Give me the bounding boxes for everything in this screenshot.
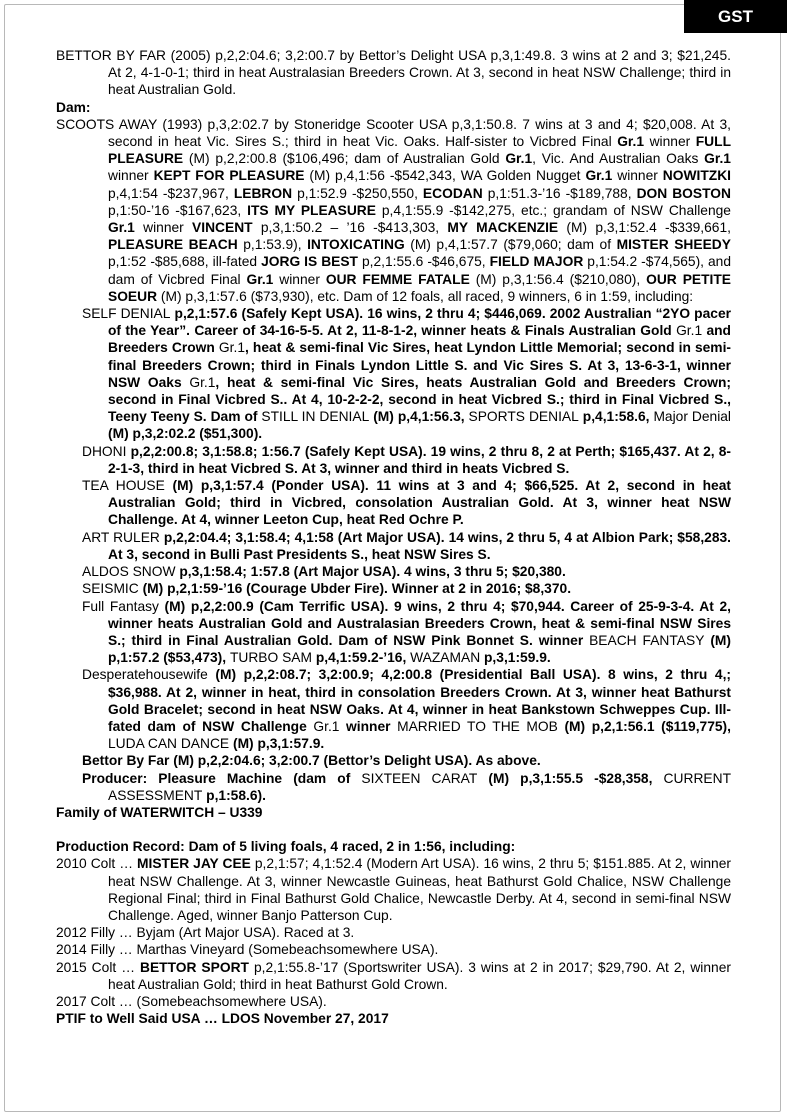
bold-text: Producer: Pleasure Machine (dam of	[82, 770, 362, 786]
text-run: Full Fantasy	[82, 598, 159, 614]
text-run: Desperatehousewife	[82, 667, 208, 683]
bold-text: PLEASURE BEACH	[108, 237, 238, 253]
text-run: Gr.1	[189, 374, 216, 390]
bold-text: JORG IS BEST	[261, 254, 358, 270]
bold-text: p,4,1:58.6,	[578, 409, 654, 425]
foal-entry	[56, 752, 731, 769]
bold-text: ECODAN	[422, 185, 483, 201]
bold-text: (M) p,2,1:59-’16 (Courage Ubder Fire). Winner at 2 in 2016; $8,370.	[138, 581, 572, 597]
text-run: BEACH FANTASY	[589, 632, 705, 648]
text-run: p,1:52 -$85,688, ill-fated	[108, 254, 262, 270]
text-run: SIXTEEN CARAT	[361, 770, 478, 786]
text-run: 2014 Filly … Marthas Vineyard (Somebeachsomewhere USA).	[56, 942, 439, 958]
sire-entry: BETTOR BY FAR (2005) p,2,2:04.6; 3,2:00.7 by Bettor’s Delight USA p,3,1:49.8. 3 wins at 2 and 3; $21,245. At 2, 4-1-0-1; third in heat Australasian Breeders Crown. At 3, second in heat NSW Challenge; third in heat Australian Gold.	[56, 48, 731, 98]
text-run: p,2,1:55.6 -$46,675,	[358, 254, 490, 270]
text-run: (M) p,3,1:52.4 -$339,661,	[558, 220, 731, 236]
bold-text: p,3,1:59.9.	[480, 650, 551, 666]
bold-text: Gr.1	[108, 220, 135, 236]
bold-text: (M) p,3,1:55.5 -$28,358,	[477, 770, 664, 786]
bold-text: (M) p,4,1:56.3,	[369, 409, 469, 425]
family-line: Family of WATERWITCH – U339	[56, 804, 263, 820]
bold-text: MISTER JAY CEE	[137, 856, 251, 872]
bold-text: OUR FEMME FATALE	[325, 271, 470, 287]
text-run: (M) p,2,2:00.8 ($106,496; dam of Australian Gold	[183, 151, 506, 167]
bold-text: OUR PETITE SOEUR	[108, 271, 731, 304]
text-run: p,1:54.2 -$74,565), and dam of Vicbred Final	[108, 254, 732, 287]
bold-text: KEPT FOR PLEASURE	[153, 168, 305, 184]
text-run: 2012 Filly … Byjam (Art Major USA). Raced at 3.	[56, 925, 355, 941]
bold-text: p,2,2:00.8; 3,1:58.8; 1:56.7 (Safely Kept USA). 19 wins, 2 thru 8, 2 at Perth; $165,437. At 2, 8-2-1-3, third in heat Vicbred S. At 3, winner and third in heats Vicbred S.	[108, 443, 731, 476]
bold-text: MISTER SHEEDY	[616, 237, 731, 253]
text-run: STILL IN DENIAL	[261, 409, 370, 425]
gst-badge: GST	[684, 0, 787, 33]
production-entry	[56, 959, 731, 993]
production-list	[56, 855, 731, 1010]
bold-text: p,1:58.6).	[202, 787, 266, 803]
footer-line: PTIF to Well Said USA … LDOS November 27, 2017	[56, 1011, 389, 1027]
text-run: Gr.1	[676, 323, 703, 339]
text-run: SELF DENIAL	[82, 306, 171, 322]
bold-text: INTOXICATING	[307, 237, 405, 253]
bold-text: , heat & semi-final Vic Sires, heat Lyndon Little Memorial; second in semi-final Breeders Crown; third in Finals Lyndon Little S. and Vic Sires S. At 3, 13-6-3-1, winner NSW Oaks	[108, 340, 731, 390]
foal-entry	[56, 666, 731, 752]
foal-entry	[56, 580, 731, 597]
bold-text: ITS MY PLEASURE	[247, 202, 376, 218]
text-run: winner	[612, 168, 663, 184]
bold-text: LEBRON	[233, 185, 293, 201]
text-run: TEA HOUSE	[82, 478, 165, 494]
text-run: CURRENT ASSESSMENT	[108, 770, 731, 803]
text-run: SCOOTS AWAY (1993) p,3,2:02.7 by Stoneridge Scooter USA p,3,1:50.8. 7 wins at 3 and 4; $20,008. At 3, second in heat Vic. Sires S.; third in heat Vic. Oaks. Half-sister to Vicbred Final	[56, 116, 731, 150]
text-run: winner	[273, 271, 326, 287]
text-run: MARRIED TO THE MOB	[397, 718, 558, 734]
bold-text: Gr.1	[246, 271, 274, 287]
text-run: SPORTS DENIAL	[468, 409, 579, 425]
text-run: WAZAMAN	[410, 650, 481, 666]
bold-text: Gr.1	[505, 151, 533, 167]
foal-entry	[56, 305, 731, 443]
bold-text: MY MACKENZIE	[447, 220, 559, 236]
text-run: p,2,1:55.8-’17 (Sportswriter USA). 3 wins at 2 in 2017; $29,790. At 2, winner heat Australian Gold; third in heat Bathurst Gold Crown.	[108, 959, 731, 992]
foal-entry	[56, 563, 731, 580]
foal-entry	[56, 598, 731, 667]
text-run: ART RULER	[82, 529, 160, 545]
text-run: 2017 Colt … (Somebeachsomewhere USA).	[56, 993, 327, 1009]
bold-text: DON BOSTON	[636, 185, 731, 201]
bold-text: Gr.1	[617, 134, 645, 150]
text-run: ALDOS SNOW	[82, 564, 176, 580]
foals-list	[56, 305, 731, 804]
bold-text: Bettor By Far (M) p,2,2:04.6; 3,2:00.7 (Bettor’s Delight USA). As above.	[82, 753, 541, 769]
bold-text: and Breeders Crown	[108, 323, 731, 356]
production-heading: Production Record: Dam of 5 living foals, 4 raced, 2 in 1:56, including:	[56, 839, 516, 855]
text-run: p,1:52.9 -$250,550,	[292, 185, 423, 201]
text-run: 2010 Colt …	[56, 856, 138, 872]
bold-text: FULL PLEASURE	[108, 134, 731, 167]
text-run: p,4,1:54 -$237,967,	[108, 185, 234, 201]
text-run: DHONI	[82, 443, 127, 459]
bold-text: winner	[339, 718, 398, 734]
dam-heading: Dam:	[56, 99, 91, 115]
bold-text: (M) p,2,2:00.9 (Cam Terrific USA). 9 wins, 2 thru 4; $70,944. Career of 25-9-3-4. At 2, winner heats Australian Gold and Australasian Breeders Crown, heat & semi-final NSW Sires S.; third in Final Australian Gold. Dam of NSW Pink Bonnet S. winner	[108, 598, 731, 648]
bold-text: p,2,2:04.4; 3,1:58.4; 4,1:58 (Art Major USA). 14 wins, 2 thru 5, 4 at Albion Park; $58,283. At 3, second in Bulli Past Presidents S., heat NSW Sires S.	[108, 529, 732, 562]
text-run: winner	[644, 134, 696, 150]
bold-text: p,2,1:57.6 (Safely Kept USA). 16 wins, 2 thru 4; $446,069. 2002 Australian “2YO pacer of the Year”. Career of 34-16-5-5. At 2, 11-8-1-2, winner heats & Finals Australian Gold	[108, 306, 731, 339]
bold-text: FIELD MAJOR	[489, 254, 584, 270]
bold-text: (M) p,3,1:57.9.	[229, 736, 325, 752]
bold-text: VINCENT	[192, 220, 253, 236]
bold-text: p,3,1:58.4; 1:57.8 (Art Major USA). 4 wins, 3 thru 5; $20,380.	[175, 564, 566, 580]
text-run: Gr.1	[313, 718, 340, 734]
text-run: p,2,1:57; 4,1:52.4 (Modern Art USA). 16 wins, 2 thru 5; $151.885. At 2, winner heat NSW Challenge. At 3, winner Newcastle Guineas, heat Bathurst Gold Chalice, NSW Challenge Regional Final; third in Final Bathurst Gold Chalice, Newcastle Derby. At 4, second in semi-final NSW Challenge. Aged, winner Banjo Patterson Cup.	[108, 856, 732, 923]
text-run: (M) p,3,1:57.6 ($73,930), etc. Dam of 12 foals, all raced, 9 winners, 6 in 1:59, including:	[157, 288, 694, 304]
bold-text: (M) p,2,1:56.1 ($119,775),	[557, 718, 731, 734]
foal-entry	[56, 529, 731, 563]
text-run: p,1:50-’16 -$167,623,	[108, 202, 248, 218]
bold-text: (M) p,3,2:02.2 ($51,300).	[108, 426, 263, 442]
bold-text: p,4,1:59.2-’16,	[311, 650, 411, 666]
text-run: winner	[134, 220, 193, 236]
text-run: p,1:53.9),	[237, 237, 308, 253]
pedigree-document	[56, 47, 731, 1027]
bold-text: (M) p,1:57.2 ($53,473),	[108, 632, 732, 666]
text-run: (M) p,4,1:56 -$542,343, WA Golden Nugget	[304, 168, 586, 184]
production-entry	[56, 993, 731, 1010]
foal-entry	[56, 477, 731, 529]
production-entry	[56, 855, 731, 924]
text-run: , Vic. And Australian Oaks	[532, 151, 705, 167]
text-run: SEISMIC	[82, 581, 139, 597]
bold-text: BETTOR SPORT	[139, 959, 249, 975]
production-entry	[56, 924, 731, 941]
dam-entry	[56, 116, 731, 305]
bold-text: (M) p,3,1:57.4 (Ponder USA). 11 wins at 3 and 4; $66,525. At 2, second in heat Australian Gold; third in Vicbred, consolation Australian Gold. At 3, winner heat NSW Challenge. At 4, winner Leeton Cup, heat Red Ochre P.	[108, 478, 731, 528]
bold-text: Gr.1	[704, 151, 731, 167]
foal-entry	[56, 770, 731, 804]
bold-text: (M) p,2,2:08.7; 3,2:00.9; 4,2:00.8 (Presidential Ball USA). 8 wins, 2 thru 4,; $36,988. At 2, winner in heat, third in consolation Breeders Crown. At 3, winner heat Bathurst Gold Bracelet; second in heat NSW Oaks. At 4, winner in heat Bankstown Schweppes Cup. Ill-fated dam of NSW Challenge	[108, 667, 731, 734]
text-run: Gr.1	[218, 340, 245, 356]
text-run: p,4,1:55.9 -$142,275, etc.; grandam of NSW Challenge	[375, 202, 731, 218]
text-run: (M) p,4,1:57.7 ($79,060; dam of	[404, 237, 617, 253]
bold-text: NOWITZKI	[662, 168, 731, 184]
text-run: winner	[108, 168, 154, 184]
text-run: LUDA CAN DANCE	[108, 736, 230, 752]
text-run: p,3,1:50.2 – ’16 -$413,303,	[252, 220, 448, 236]
text-run: (M) p,3,1:56.4 ($210,080),	[469, 271, 647, 287]
text-run: p,1:51.3-’16 -$189,788,	[482, 185, 637, 201]
production-entry	[56, 941, 731, 958]
foal-entry	[56, 443, 731, 477]
text-run: TURBO SAM	[229, 650, 312, 666]
text-run: 2015 Colt …	[56, 959, 140, 975]
bold-text: Gr.1	[585, 168, 613, 184]
text-run: Major Denial	[653, 409, 732, 425]
bold-text: , heat & semi-final Vic Sires, heats Australian Gold and Breeders Crown; second in Final Vicbred S.. At 4, 10-2-2-2, second in heat Vicbred S.; third in Final Vicbred S., Teeny Teeny S. Dam of	[108, 374, 732, 425]
